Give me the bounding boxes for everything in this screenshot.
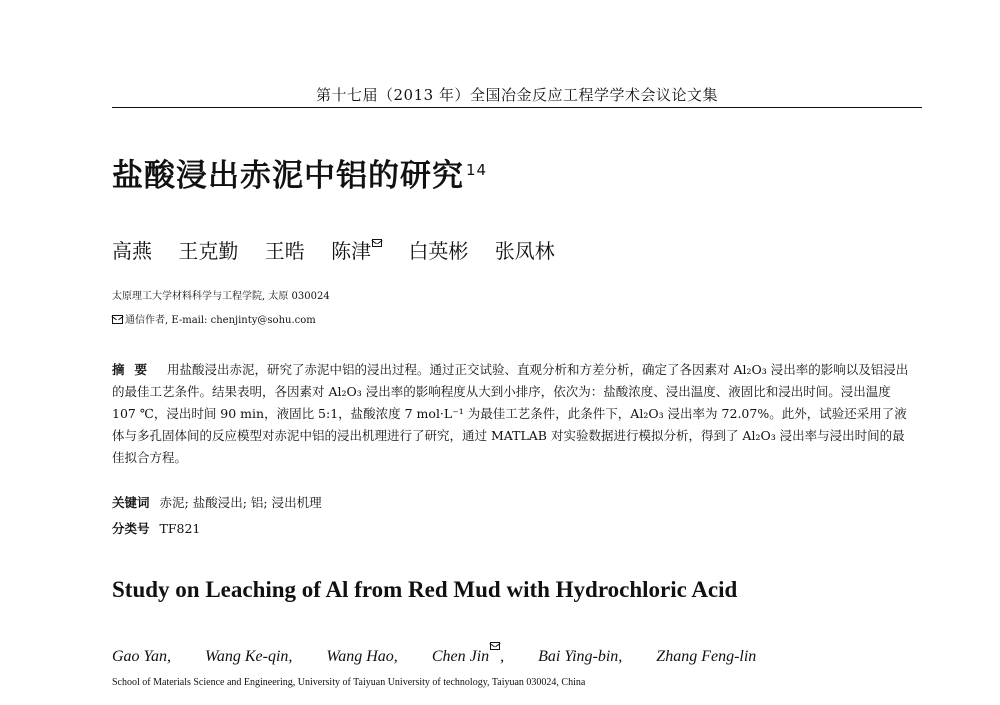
classification [112,519,200,537]
author-en: Gao Yan, [112,648,171,665]
title-zh-text: 盐酸浸出赤泥中铝的研究 [112,158,464,194]
abstract-label: 摘要 [112,362,158,377]
authors-en [112,648,756,666]
author-en: Bai Ying-bin, [538,648,623,665]
author-zh: 王晧 [264,239,305,263]
title-en: Study on Leaching of Al from Red Mud with Hydrochloric Acid [112,577,738,602]
keywords [112,493,322,511]
classification-label: 分类号 [112,521,150,536]
classification-text: TF821 [159,521,201,536]
envelope-icon [112,315,123,324]
abstract [112,359,912,469]
header-rule [112,107,922,108]
running-head: 第十七届（2013 年）全国冶金反应工程学学术会议论文集 [316,86,718,104]
author-en: Wang Ke-qin, [204,648,293,665]
author-zh: 高燕 [112,239,152,263]
title-zh [112,150,487,195]
affiliation-zh: 太原理工大学材料科学与工程学院, 太原 030024 [112,291,330,302]
affiliation-en: School of Materials Science and Engineering, University of Taiyuan University of technology, Taiyuan 030024, China [112,677,586,688]
keywords-text: 赤泥; 盐酸浸出; 铝; 浸出机理 [159,495,322,510]
authors-zh [112,235,555,264]
keywords-label: 关键词 [112,495,150,510]
author-zh-corresponding: 陈津 [331,239,382,263]
author-zh: 王克勤 [178,239,239,263]
author-zh: 白英彬 [408,239,469,263]
abstract-text: 用盐酸浸出赤泥，研究了赤泥中铝的浸出过程。通过正交试验、直观分析和方差分析，确定了各因素对 Al₂O₃ 浸出率的影响以及铝浸出的最佳工艺条件。结果表明，各因素对 Al₂O₃ 浸出率的影响程度从大到小排序，依次为：盐酸浓度、浸出温度、液固比和浸出时间。浸出温度 107 ℃，浸出时间 90 min，液固比 5:1，盐酸浓度 7 mol·L⁻¹ 为最佳工艺条件，此条件下，Al₂O₃ 浸出率为 72.07%。此外，试验还采用了液体与多孔固体间的反应模型对赤泥中铝的浸出机理进行了研究，通过 MATLAB 对实验数据进行模拟分析，得到了 Al₂O₃ 浸出率与浸出时间的最佳拟合方程。 [112,362,909,465]
author-en: Wang Hao, [326,648,398,665]
author-en-corresponding: Chen Jin , [432,648,504,665]
envelope-icon [372,239,382,247]
envelope-icon [490,642,500,650]
author-en: Zhang Feng-lin [656,648,757,665]
author-zh: 张凤林 [494,239,555,263]
correspondence-text: 通信作者, E-mail: chenjinty@sohu.com [125,315,316,326]
correspondence-line [112,311,316,326]
title-footnote-marker: 14 [466,160,488,179]
